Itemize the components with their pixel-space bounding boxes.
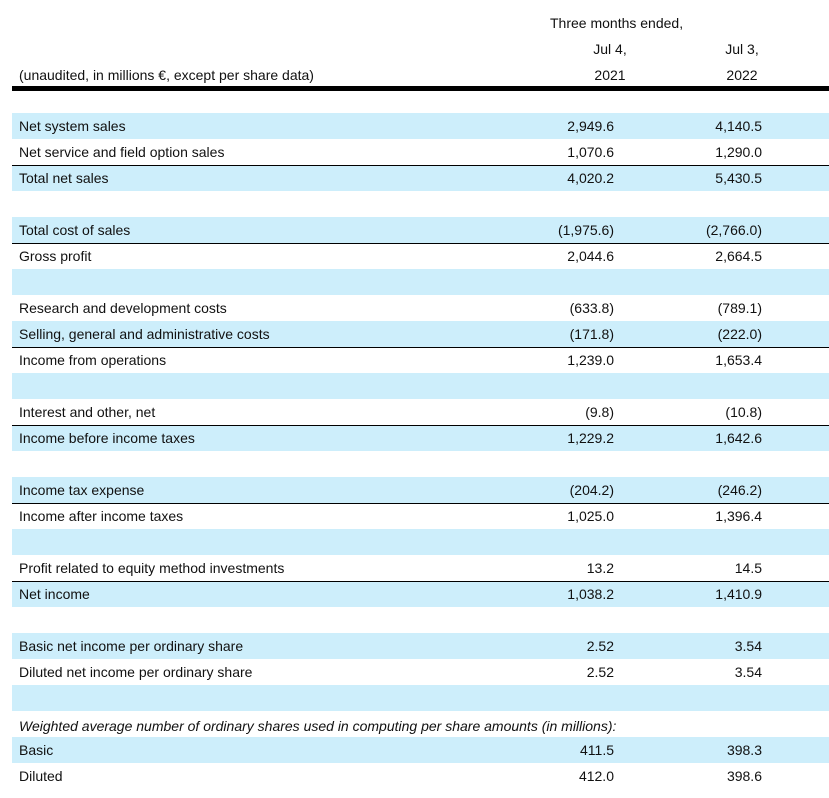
row-label: Basic (19, 742, 54, 758)
row-label: Interest and other, net (19, 404, 156, 420)
section-note: Weighted average number of ordinary shares used in computing per share amounts (in millions): (19, 718, 617, 734)
table-row (12, 581, 829, 607)
value-2021: 1,070.6 (567, 144, 614, 160)
row-label: Gross profit (19, 248, 92, 264)
value-2022: (789.1) (717, 300, 762, 316)
value-2022: 1,396.4 (715, 508, 762, 524)
value-2021: 412.0 (578, 768, 614, 784)
value-2021: 1,025.0 (567, 508, 614, 524)
table-row (12, 139, 829, 165)
row-label: Profit related to equity method investments (19, 560, 285, 576)
spacer-row (12, 685, 829, 711)
value-2021: 2.52 (586, 638, 614, 654)
table-row (12, 555, 829, 581)
value-2021: (171.8) (569, 326, 614, 342)
row-label: Selling, general and administrative costs (19, 326, 270, 342)
value-2022: 398.6 (726, 768, 762, 784)
table-row (12, 503, 829, 529)
row-label: Income tax expense (19, 482, 145, 498)
table-row (12, 295, 829, 321)
value-2022: 3.54 (734, 664, 762, 680)
value-2022: 1,653.4 (715, 352, 762, 368)
row-label: Diluted net income per ordinary share (19, 664, 253, 680)
value-2022: 1,410.9 (715, 586, 762, 602)
table-row (12, 321, 829, 347)
value-2022: 1,642.6 (715, 430, 762, 446)
table-row (12, 711, 829, 737)
table-row (12, 113, 829, 139)
period-label: Three months ended, (550, 15, 684, 31)
value-2022: 1,290.0 (715, 144, 762, 160)
value-2022: 3.54 (734, 638, 762, 654)
table-row (12, 243, 829, 269)
table-row (12, 737, 829, 763)
row-label: Net service and field option sales (19, 144, 225, 160)
col2-year: 2022 (726, 67, 758, 83)
spacer-row (12, 269, 829, 295)
spacer-row (12, 451, 829, 477)
row-label: Income before income taxes (19, 430, 195, 446)
value-2022: 398.3 (726, 742, 762, 758)
table-row (12, 347, 829, 373)
row-label: Income after income taxes (19, 508, 184, 524)
value-2021: (633.8) (569, 300, 614, 316)
row-label: Diluted (19, 768, 63, 784)
value-2021: 13.2 (586, 560, 614, 576)
table-row (12, 217, 829, 243)
spacer-row (12, 191, 829, 217)
table-row (12, 763, 829, 789)
value-2021: 2,044.6 (567, 248, 614, 264)
header-rule (12, 86, 829, 91)
value-2021: (1,975.6) (557, 222, 614, 238)
units-note: (unaudited, in millions €, except per share data) (19, 67, 314, 83)
value-2021: 411.5 (580, 742, 614, 758)
row-label: Total net sales (19, 170, 109, 186)
spacer-row (12, 607, 829, 633)
table-row (12, 399, 829, 425)
value-2022: 14.5 (734, 560, 762, 576)
value-2021: (9.8) (585, 404, 614, 420)
value-2022: (2,766.0) (705, 222, 762, 238)
table-row (12, 165, 829, 191)
table-row (12, 659, 829, 685)
col2-date: Jul 3, (725, 41, 759, 57)
spacer-row (12, 529, 829, 555)
value-2021: 1,239.0 (567, 352, 614, 368)
value-2021: 2,949.6 (567, 118, 614, 134)
value-2022: 5,430.5 (715, 170, 762, 186)
value-2022: (10.8) (725, 404, 762, 420)
table-row (12, 425, 829, 451)
value-2021: 2.52 (586, 664, 614, 680)
row-label: Net system sales (19, 118, 126, 134)
spacer-row (12, 373, 829, 399)
value-2022: 4,140.5 (715, 118, 762, 134)
value-2021: 4,020.2 (567, 170, 614, 186)
row-label: Total cost of sales (19, 222, 131, 238)
table-row (12, 477, 829, 503)
value-2022: 2,664.5 (715, 248, 762, 264)
value-2021: (204.2) (569, 482, 614, 498)
row-label: Net income (19, 586, 90, 602)
row-label: Basic net income per ordinary share (19, 638, 244, 654)
col1-date: Jul 4, (593, 41, 627, 57)
table-row (12, 633, 829, 659)
value-2021: 1,229.2 (567, 430, 614, 446)
value-2022: (246.2) (717, 482, 762, 498)
value-2022: (222.0) (717, 326, 762, 342)
income-statement-table (12, 113, 829, 789)
row-label: Research and development costs (19, 300, 227, 316)
col1-year: 2021 (594, 67, 626, 83)
row-label: Income from operations (19, 352, 167, 368)
value-2021: 1,038.2 (567, 586, 614, 602)
